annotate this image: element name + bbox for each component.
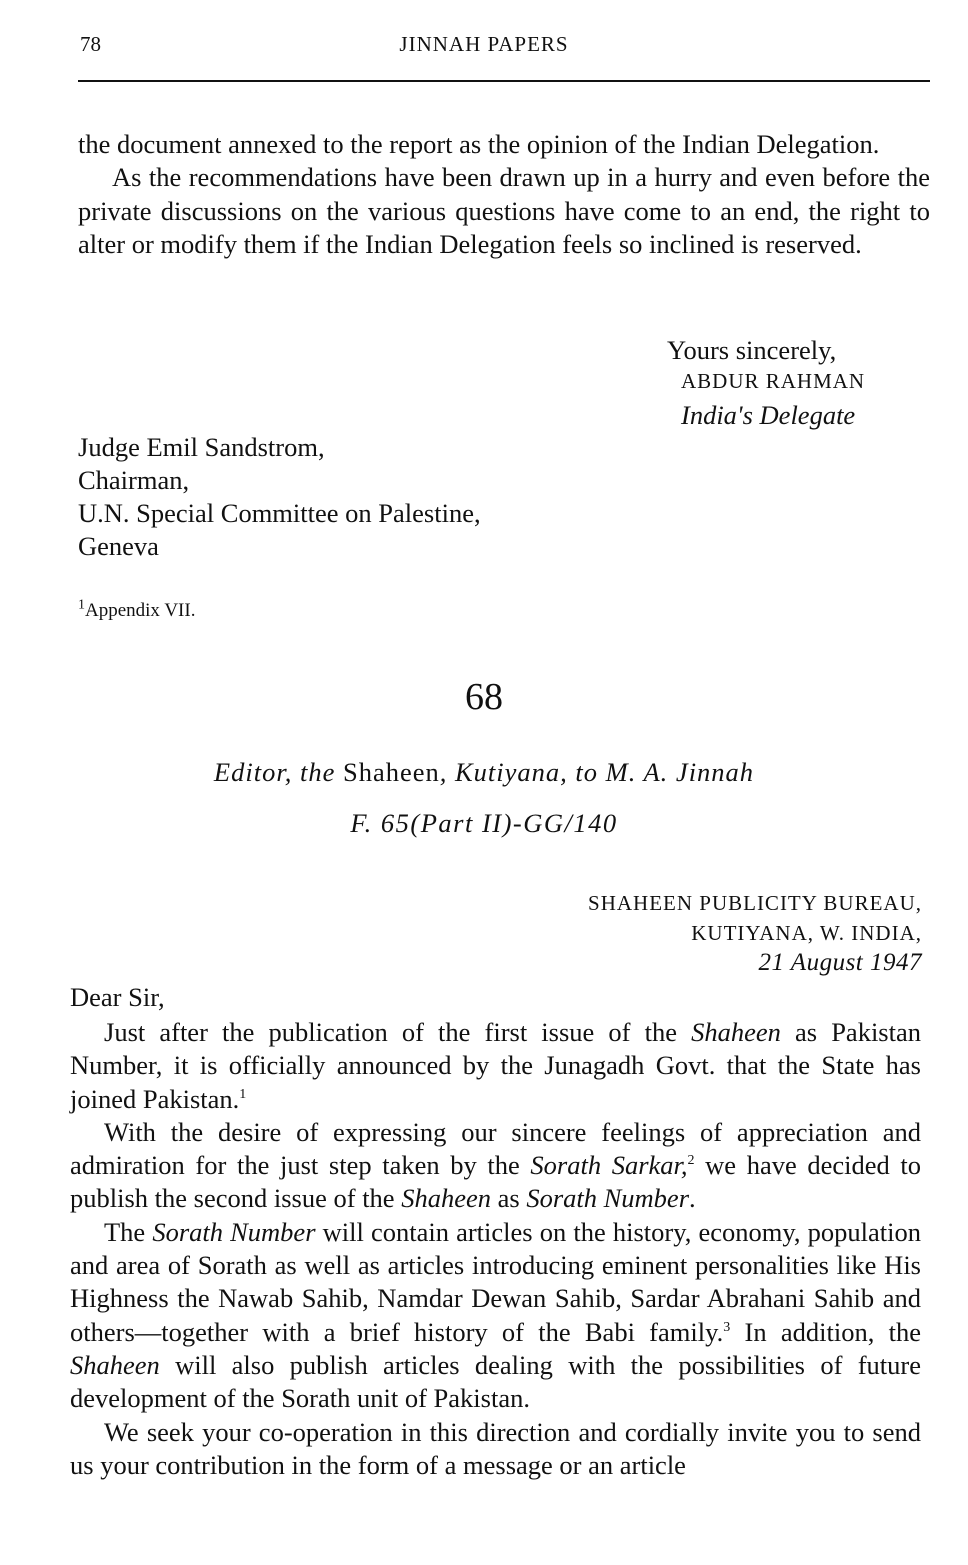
addressee-line: Judge Emil Sandstrom, xyxy=(78,432,325,462)
addressee-line: Chairman, xyxy=(78,465,190,495)
footnote xyxy=(78,597,196,622)
paragraph: We seek your co-operation in this direction and cordially invite you to send us your contribution in the form of a message or an article xyxy=(70,1416,921,1480)
paragraph: Just after the publication of the first issue of the Shaheen as Pakistan Number, it is officially announced by the Junagadh Govt. that the State has joined Pakistan.$^1$ xyxy=(70,1017,921,1114)
document-title xyxy=(0,757,968,788)
salutation: Dear Sir, xyxy=(70,982,165,1012)
document-number: 68 xyxy=(465,676,503,718)
paragraph: As the recommendations have been drawn up in a hurry and even before the private discussions on the various questions have come to an end, the right to alter or modify them if the Indian Delegation feels so inclined is reserved. xyxy=(78,162,930,259)
signatory-name: ABDUR RAHMAN xyxy=(681,369,866,393)
footnote-mark: 1 xyxy=(78,597,85,613)
document-reference: F. 65(Part II)-GG/140 xyxy=(350,808,618,838)
addressee-line: U.N. Special Committee on Palestine, xyxy=(78,498,481,528)
addressee-line: Geneva xyxy=(78,531,159,561)
letter-date: 21 August 1947 xyxy=(758,949,922,976)
letterhead-line: KUTIYANA, W. INDIA, xyxy=(691,921,922,945)
title-publication: Shaheen xyxy=(342,757,440,787)
paragraph: The Sorath Number will contain articles on the history, economy, population and area of Sorath as well as articles introducing eminent personalities like His Highness the Nawab Sahib, Namdar Dewan Sahib, Sardar Abrahani Sahib and others—together with a brief history of the Babi family.$^3$ In addition, the Shaheen will also publish articles dealing with the possibilities of future development of the Sorath unit of Pakistan. xyxy=(70,1216,921,1414)
page-number: 78 xyxy=(80,32,101,56)
title-part: , Kutiyana, to M. A. Jinnah xyxy=(439,757,755,787)
paragraph: With the desire of expressing our sincere feelings of appreciation and admiration for the just step taken by the Sorath Sarkar,$^2$ we have decided to publish the second issue of the Shaheen as Sorath Number. xyxy=(70,1116,921,1214)
closing: Yours sincerely, xyxy=(667,335,837,365)
previous-letter-body xyxy=(78,128,930,261)
signatory-title: India's Delegate xyxy=(681,400,856,430)
header-rule xyxy=(78,80,930,82)
title-part: Editor, the xyxy=(213,757,343,787)
footnote-ref: 1 xyxy=(239,1086,247,1102)
paragraph: the document annexed to the report as the opinion of the Indian Delegation. xyxy=(78,129,880,159)
footnote-text: Appendix VII. xyxy=(85,600,196,621)
footnote-ref: 2 xyxy=(687,1153,695,1169)
addressee-block xyxy=(78,431,481,563)
letterhead xyxy=(500,888,922,978)
running-title: JINNAH PAPERS xyxy=(399,32,569,56)
letterhead-line: SHAHEEN PUBLICITY BUREAU, xyxy=(588,891,922,915)
letter-body xyxy=(70,1016,921,1482)
footnote-ref: 3 xyxy=(723,1319,731,1335)
